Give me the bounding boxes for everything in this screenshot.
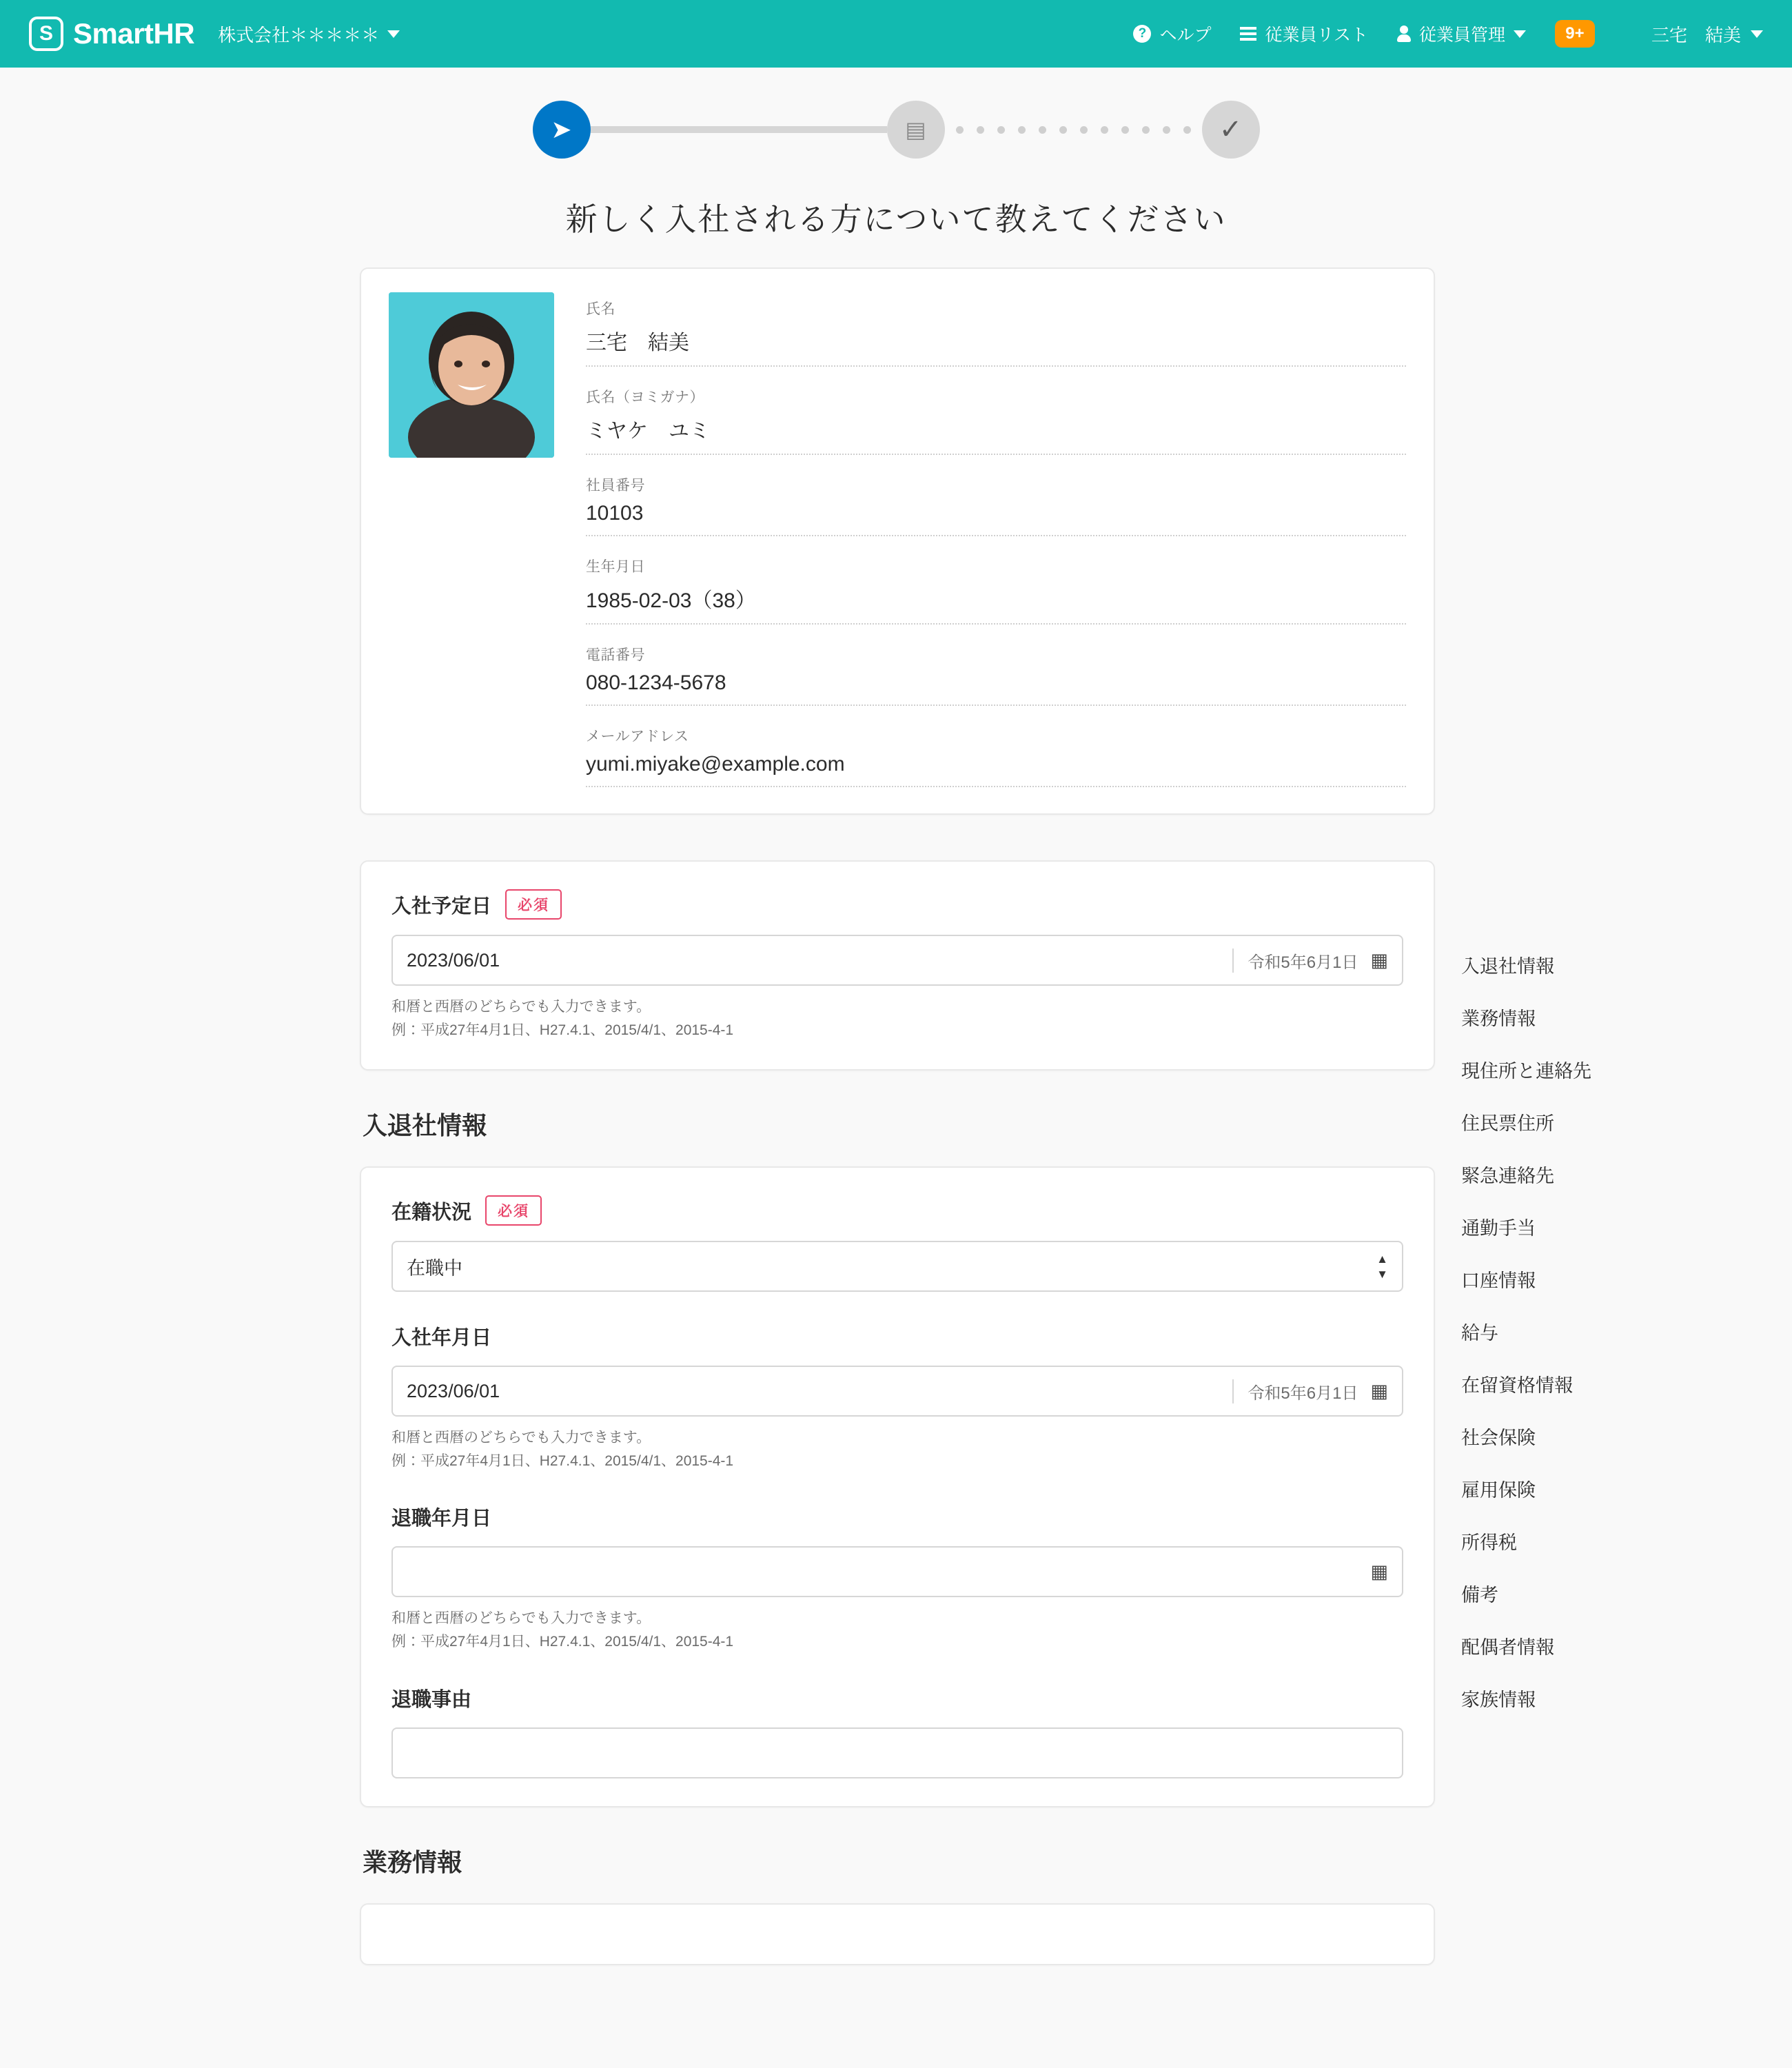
stepper-dot <box>1101 126 1108 134</box>
help-label: ヘルプ <box>1159 26 1212 45</box>
main-content <box>360 267 1435 1965</box>
stepper-dot <box>1163 126 1170 134</box>
nav-item-14[interactable]: 家族情報 <box>1461 1690 1536 1710</box>
list-icon <box>1240 27 1256 41</box>
hint-line-2: 例：平成27年4月1日、H27.4.1、2015/4/1、2015-4-1 <box>391 1022 734 1038</box>
join-date-label-line <box>391 889 1403 920</box>
field-label: 電話番号 <box>586 647 645 663</box>
nav-item-0[interactable]: 入退社情報 <box>1461 956 1554 977</box>
leave-reason-input[interactable] <box>391 1727 1403 1778</box>
status-select[interactable] <box>391 1241 1403 1292</box>
company-switcher[interactable] <box>218 21 400 47</box>
field-value: ミヤケ ユミ <box>586 420 710 443</box>
company-name: 株式会社＊＊＊＊＊ <box>218 24 380 45</box>
nav-item-12[interactable]: 備考 <box>1461 1585 1498 1605</box>
nav-item-2[interactable]: 現住所と連絡先 <box>1461 1061 1591 1082</box>
required-badge: 必須 <box>485 1195 542 1226</box>
notification-badge[interactable]: 9+ <box>1555 20 1595 48</box>
hint-line-1: 和暦と西暦のどちらでも入力できます。 <box>391 1610 651 1627</box>
field-label: 生年月日 <box>586 559 645 575</box>
hire-date-label: 入社年月日 <box>391 1327 492 1350</box>
leave-date-input[interactable] <box>391 1546 1403 1597</box>
section-heading-work: 業務情報 <box>363 1847 462 1876</box>
user-name-label: 三宅 結美 <box>1651 24 1741 45</box>
person-icon <box>1397 26 1411 42</box>
profile-field-birthdate <box>586 556 1406 625</box>
profile-field-email <box>586 725 1406 787</box>
document-icon: ▤ <box>905 117 926 142</box>
stepper-dot <box>1142 126 1150 134</box>
join-date-value: 2023/06/01 <box>407 949 500 971</box>
join-date-wareki: 令和5年6月1日 <box>1232 949 1370 973</box>
employee-photo <box>389 292 554 458</box>
section-nav <box>1461 951 1751 1737</box>
nav-item-5[interactable]: 通勤手当 <box>1461 1218 1536 1239</box>
nav-item-3[interactable]: 住民票住所 <box>1461 1113 1554 1134</box>
field-value: 080-1234-5678 <box>586 671 726 694</box>
join-date-label: 入社予定日 <box>391 895 492 918</box>
field-label: 氏名 <box>586 301 615 317</box>
calendar-icon[interactable]: ▦ <box>1370 1380 1388 1401</box>
hire-date-block <box>391 1322 1403 1472</box>
nav-item-13[interactable]: 配偶者情報 <box>1461 1637 1554 1658</box>
hire-date-input[interactable] <box>391 1366 1403 1417</box>
hire-date-hint <box>391 1426 1403 1472</box>
status-label-line <box>391 1195 1403 1226</box>
chevron-down-icon <box>1514 30 1526 38</box>
question-icon: ? <box>1133 25 1151 43</box>
profile-card <box>360 267 1435 815</box>
chevron-down-icon <box>1751 30 1763 38</box>
avatar <box>389 292 554 458</box>
calendar-icon[interactable]: ▦ <box>1370 949 1388 971</box>
status-value: 在職中 <box>407 1257 462 1279</box>
hire-date-value: 2023/06/01 <box>407 1380 500 1401</box>
join-date-card <box>360 860 1435 1071</box>
hire-date-wareki: 令和5年6月1日 <box>1232 1379 1370 1403</box>
join-date-input[interactable] <box>391 935 1403 986</box>
field-label: 社員番号 <box>586 478 645 494</box>
join-date-hint <box>391 995 1403 1042</box>
stepper-dot <box>977 126 984 134</box>
hint-line-2: 例：平成27年4月1日、H27.4.1、2015/4/1、2015-4-1 <box>391 1633 734 1650</box>
employee-admin-menu[interactable] <box>1397 21 1526 46</box>
nav-item-4[interactable]: 緊急連絡先 <box>1461 1166 1554 1186</box>
hint-line-2: 例：平成27年4月1日、H27.4.1、2015/4/1、2015-4-1 <box>391 1452 734 1469</box>
stepper-dot <box>1059 126 1067 134</box>
help-link[interactable] <box>1133 21 1211 46</box>
required-badge: 必須 <box>505 889 562 920</box>
field-label: 氏名（ヨミガナ） <box>586 389 704 405</box>
profile-field-employee-number <box>586 474 1406 536</box>
stepper-dot <box>1121 126 1129 134</box>
profile-field-phone <box>586 644 1406 706</box>
nav-item-8[interactable]: 在留資格情報 <box>1461 1375 1573 1396</box>
profile-fields <box>586 292 1406 790</box>
step-3[interactable] <box>1202 101 1260 159</box>
employment-card <box>360 1166 1435 1807</box>
leave-date-label: 退職年月日 <box>391 1508 492 1530</box>
hint-line-1: 和暦と西暦のどちらでも入力できます。 <box>391 1430 651 1446</box>
nav-item-1[interactable]: 業務情報 <box>1461 1008 1536 1029</box>
status-label: 在籍状況 <box>391 1201 472 1224</box>
leave-date-block <box>391 1503 1403 1653</box>
progress-stepper <box>0 101 1792 159</box>
field-value: 10103 <box>586 502 644 525</box>
leave-reason-block <box>391 1684 1403 1778</box>
chevron-down-icon <box>387 30 400 38</box>
stepper-bar <box>591 126 887 133</box>
profile-field-kana <box>586 386 1406 455</box>
app-header <box>0 0 1792 68</box>
stepper-dot <box>997 126 1005 134</box>
field-value: yumi.miyake@example.com <box>586 753 845 776</box>
calendar-icon[interactable]: ▦ <box>1370 1561 1388 1582</box>
stepper-dot <box>1039 126 1046 134</box>
hint-line-1: 和暦と西暦のどちらでも入力できます。 <box>391 999 651 1015</box>
field-value: 1985-02-03（38） <box>586 589 756 612</box>
leave-date-label-line <box>391 1503 1403 1531</box>
nav-item-11[interactable]: 所得税 <box>1461 1532 1517 1553</box>
logo-text: SmartHR <box>73 17 195 50</box>
nav-item-10[interactable]: 雇用保険 <box>1461 1480 1536 1501</box>
stepper-dot <box>1080 126 1088 134</box>
leave-reason-label: 退職事由 <box>391 1688 472 1711</box>
stepper-dot <box>1183 126 1191 134</box>
stepper-dot <box>1018 126 1026 134</box>
user-menu[interactable] <box>1651 21 1763 47</box>
field-value: 三宅 結美 <box>586 332 689 354</box>
hire-date-label-line <box>391 1322 1403 1350</box>
work-card <box>360 1903 1435 1965</box>
nav-item-7[interactable]: 給与 <box>1461 1323 1498 1344</box>
profile-field-name <box>586 298 1406 367</box>
leave-date-hint <box>391 1607 1403 1653</box>
field-label: メールアドレス <box>586 729 689 744</box>
nav-item-6[interactable]: 口座情報 <box>1461 1270 1536 1291</box>
logo[interactable] <box>29 17 194 51</box>
employee-list-label: 従業員リスト <box>1265 26 1368 45</box>
step-2[interactable] <box>887 101 945 159</box>
stepper-dot <box>956 126 964 134</box>
page-title: 新しく入社される方について教えてください <box>565 201 1227 237</box>
step-1[interactable] <box>533 101 591 159</box>
employee-admin-label: 従業員管理 <box>1418 26 1505 45</box>
section-heading-employment: 入退社情報 <box>363 1111 487 1140</box>
employee-list-link[interactable] <box>1240 21 1368 46</box>
rocket-icon: ➤ <box>551 115 572 143</box>
stepper-dots <box>956 126 1191 134</box>
nav-item-9[interactable]: 社会保険 <box>1461 1428 1536 1448</box>
status-block <box>391 1195 1403 1292</box>
check-icon: ✓ <box>1219 114 1243 145</box>
leave-reason-label-line <box>391 1684 1403 1712</box>
chevron-updown-icon: ▲ ▼ <box>1376 1252 1388 1281</box>
header-nav <box>1133 20 1763 48</box>
smarthr-logo-icon: S <box>29 17 63 51</box>
